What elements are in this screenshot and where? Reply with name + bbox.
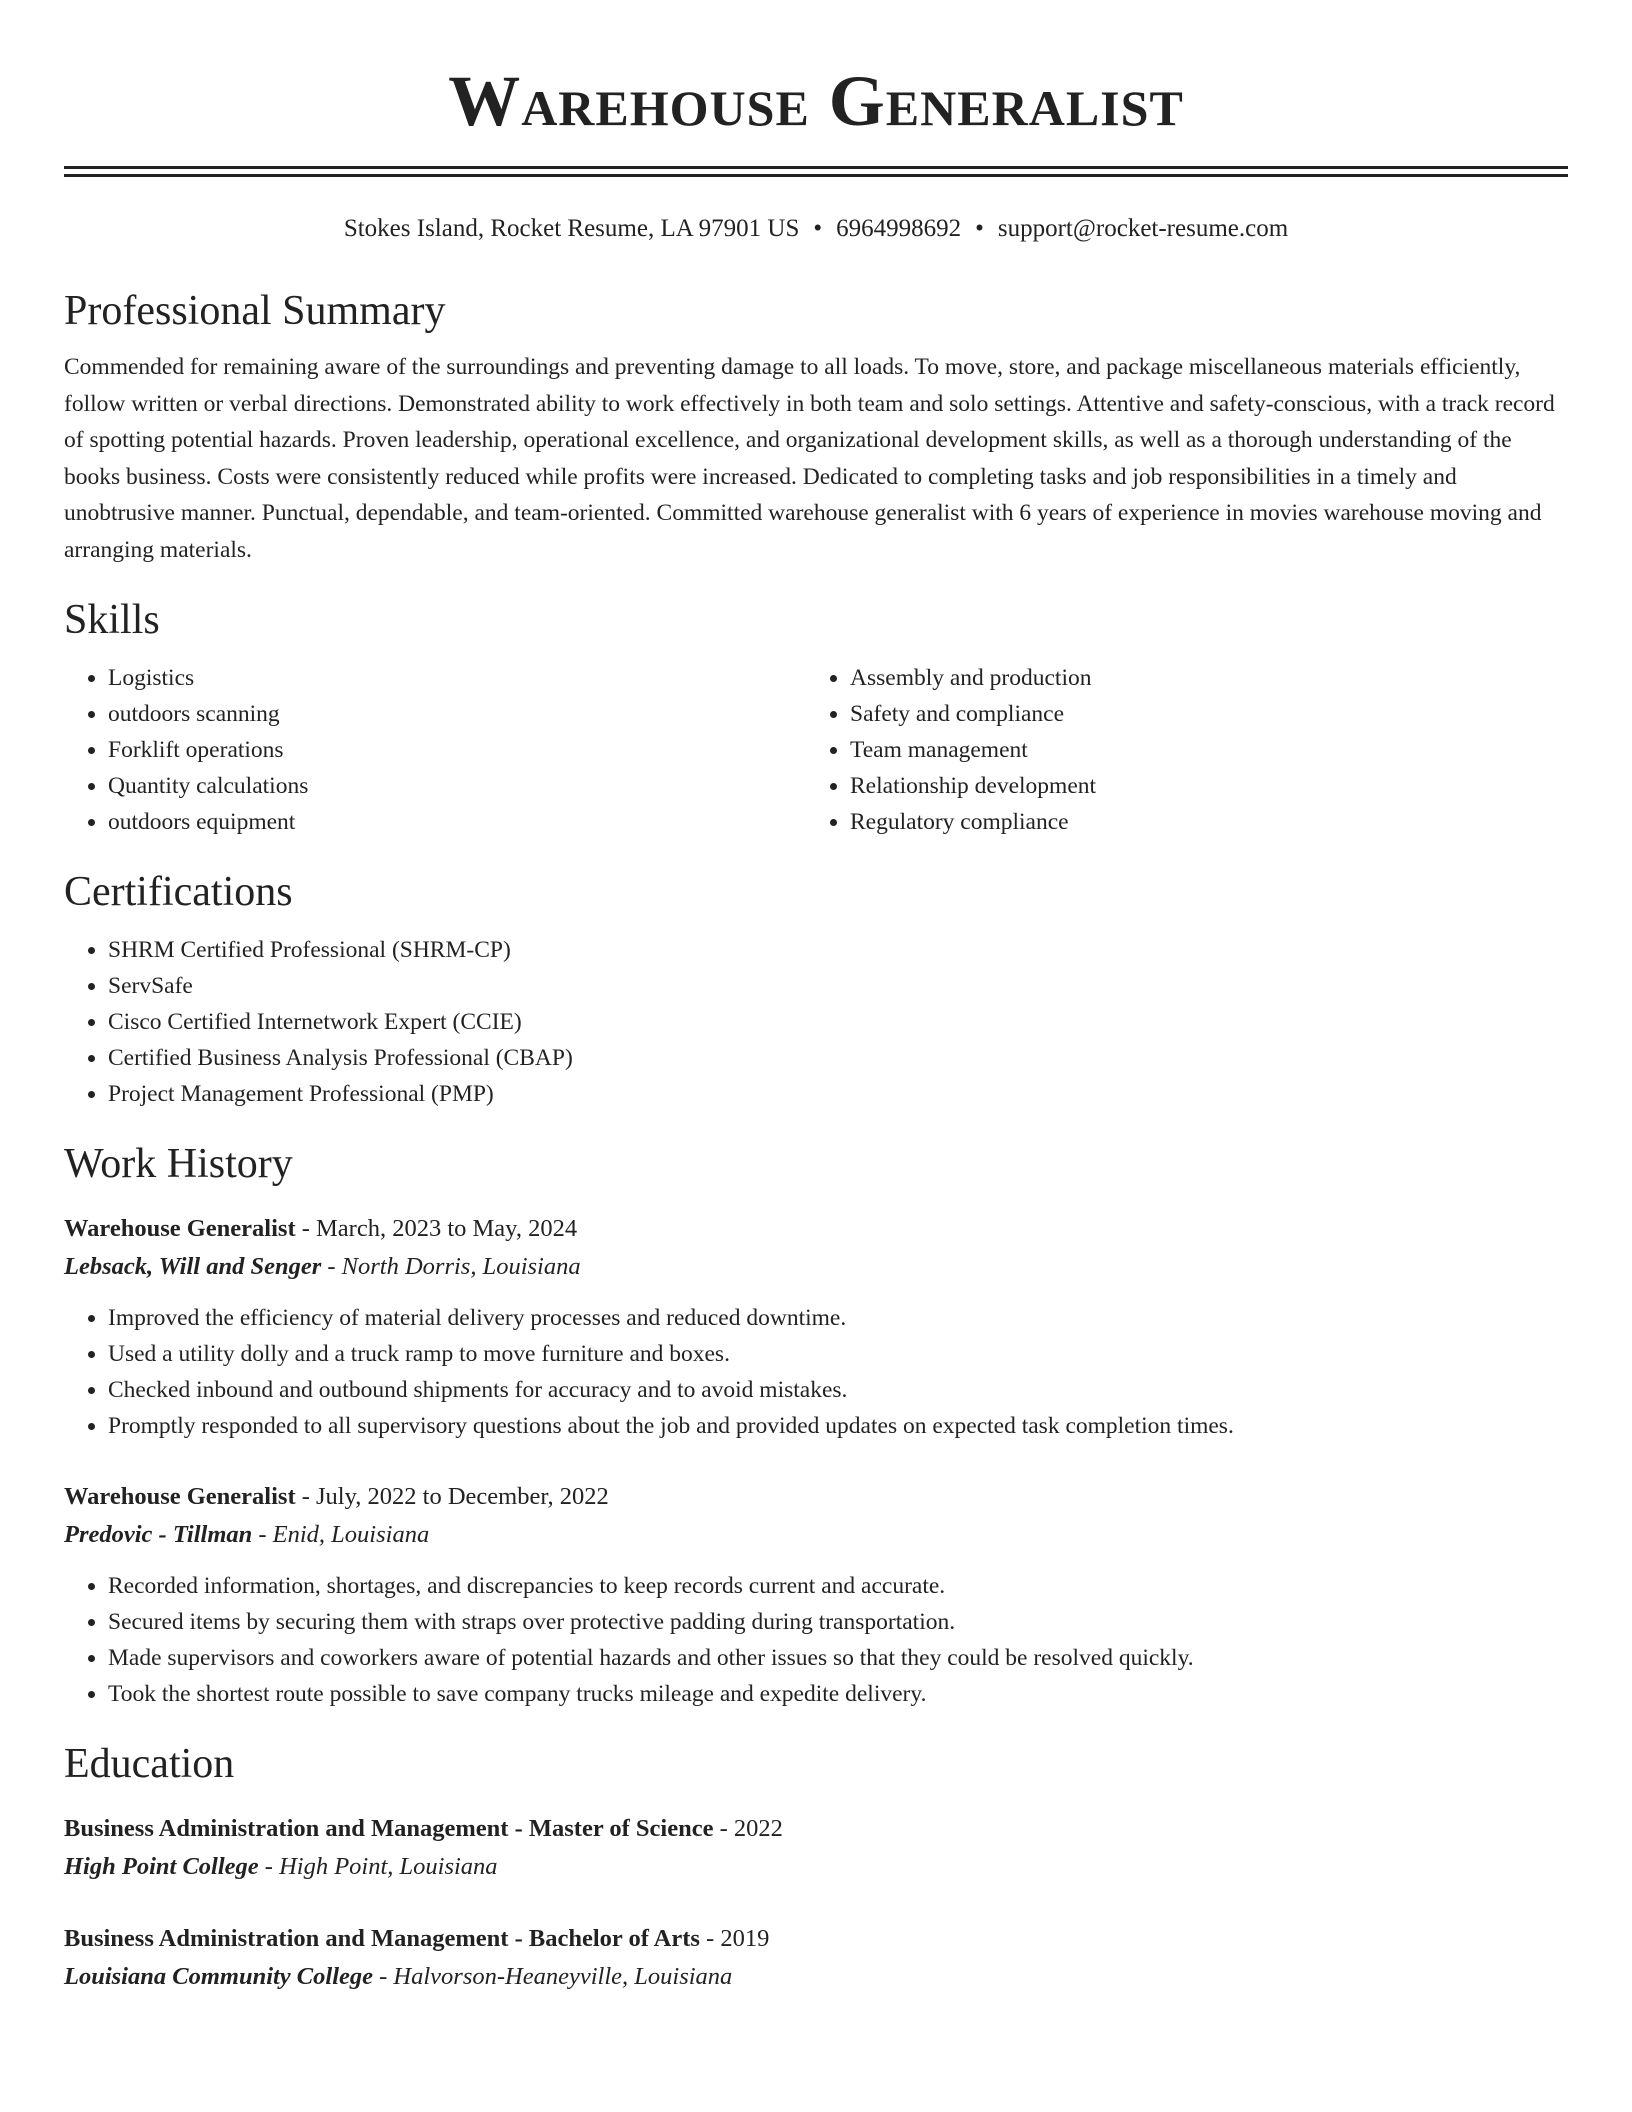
job-company: Predovic - Tillman (64, 1521, 253, 1548)
job-title: Warehouse Generalist (64, 1483, 296, 1510)
job-bullet: • Used a utility dolly and a truck ramp to move furniture and boxes. (108, 1336, 1568, 1372)
job-bullets (64, 1300, 1568, 1444)
skill-item: • outdoors scanning (108, 696, 806, 732)
job-title-line (64, 1210, 1568, 1248)
job-company-line (64, 1516, 1568, 1554)
contact-phone: 6964998692 (836, 215, 962, 242)
education-school-line (64, 1958, 1568, 1996)
job-company-line (64, 1248, 1568, 1286)
skill-item: • Assembly and production (850, 660, 1548, 696)
job-entry (64, 1478, 1568, 1712)
skills-list-left (64, 660, 806, 840)
education-heading: Education (64, 1741, 235, 1787)
contact-address: Stokes Island, Rocket Resume, LA 97901 US (343, 215, 800, 242)
title-double-rule (64, 166, 1568, 177)
work-history-heading: Work History (64, 1141, 293, 1187)
job-bullet: • Checked inbound and outbound shipments for accuracy and to avoid mistakes. (108, 1372, 1568, 1408)
certification-item: • Certified Business Analysis Professional (CBAP) (108, 1040, 1568, 1076)
certification-item: • ServSafe (108, 968, 1568, 1004)
job-bullet: • Recorded information, shortages, and discrepancies to keep records current and accurate. (108, 1568, 1568, 1604)
job-title: Warehouse Generalist (64, 1215, 296, 1242)
skill-item: • outdoors equipment (108, 804, 806, 840)
job-bullet: • Made supervisors and coworkers aware of potential hazards and other issues so that they could be resolved quickly. (108, 1640, 1568, 1676)
job-location: - Enid, Louisiana (252, 1521, 430, 1548)
skills-list-right (806, 660, 1548, 840)
skill-item: • Quantity calculations (108, 768, 806, 804)
education-degree-line (64, 1810, 1568, 1848)
education-location: - High Point, Louisiana (258, 1853, 498, 1880)
education-school: Louisiana Community College (64, 1963, 374, 1990)
education-entry (64, 1920, 1568, 1996)
job-bullet: • Secured items by securing them with straps over protective padding during transportation. (108, 1604, 1568, 1640)
skill-item: • Team management (850, 732, 1548, 768)
education-degree: Business Administration and Management - Bachelor of Arts (64, 1925, 700, 1952)
skills-heading: Skills (64, 597, 160, 643)
job-bullet: • Improved the efficiency of material delivery processes and reduced downtime. (108, 1300, 1568, 1336)
skill-item: • Safety and compliance (850, 696, 1548, 732)
job-title-line (64, 1478, 1568, 1516)
summary-text: Commended for remaining aware of the surroundings and preventing damage to all loads. To move, store, and package miscellaneous materials efficiently, follow written or verbal directions. Demonstrated ability to work effectively in both team and solo settings. Attentive and safety-conscious, with a track record of spotting potential hazards. Proven leadership, operational excellence, and organizational development skills, as well as a thorough understanding of the books business. Costs were consistently reduced while profits were increased. Dedicated to completing tasks and job responsibilities in a timely and unobtrusive manner. Punctual, dependable, and team-oriented. Committed warehouse generalist with 6 years of experience in movies warehouse moving and arranging materials. (64, 354, 1555, 563)
skill-item: • Regulatory compliance (850, 804, 1548, 840)
contact-email: support@rocket-resume.com (997, 215, 1289, 242)
education-year: - 2022 (713, 1815, 783, 1842)
job-dates: - July, 2022 to December, 2022 (295, 1483, 609, 1510)
education-school: High Point College (64, 1853, 259, 1880)
job-location: - North Dorris, Louisiana (321, 1253, 581, 1280)
skill-item: • Logistics (108, 660, 806, 696)
education-location: - Halvorson-Heaneyville, Louisiana (373, 1963, 733, 1990)
contact-separator: • (813, 215, 823, 242)
contact-line (64, 213, 1568, 245)
certifications-list (64, 932, 1568, 1112)
certifications-heading: Certifications (64, 869, 293, 915)
skills-columns (64, 660, 1568, 840)
job-entry (64, 1210, 1568, 1444)
job-bullet: • Promptly responded to all supervisory questions about the job and provided updates on expected task completion times. (108, 1408, 1568, 1444)
certification-item: • Project Management Professional (PMP) (108, 1076, 1568, 1112)
skill-item: • Relationship development (850, 768, 1548, 804)
job-company: Lebsack, Will and Senger (64, 1253, 322, 1280)
resume-name-title: Warehouse Generalist (448, 61, 1184, 141)
skill-item: • Forklift operations (108, 732, 806, 768)
certification-item: • SHRM Certified Professional (SHRM-CP) (108, 932, 1568, 968)
education-year: - 2019 (699, 1925, 770, 1952)
certification-item: • Cisco Certified Internetwork Expert (CCIE) (108, 1004, 1568, 1040)
job-bullets (64, 1568, 1568, 1712)
education-degree-line (64, 1920, 1568, 1958)
summary-heading: Professional Summary (64, 288, 446, 334)
education-school-line (64, 1848, 1568, 1886)
education-degree: Business Administration and Management - Master of Science (64, 1815, 714, 1842)
contact-separator: • (975, 215, 984, 242)
job-dates: - March, 2023 to May, 2024 (295, 1215, 578, 1242)
job-bullet: • Took the shortest route possible to save company trucks mileage and expedite delivery. (108, 1676, 1568, 1712)
education-entry (64, 1810, 1568, 1886)
